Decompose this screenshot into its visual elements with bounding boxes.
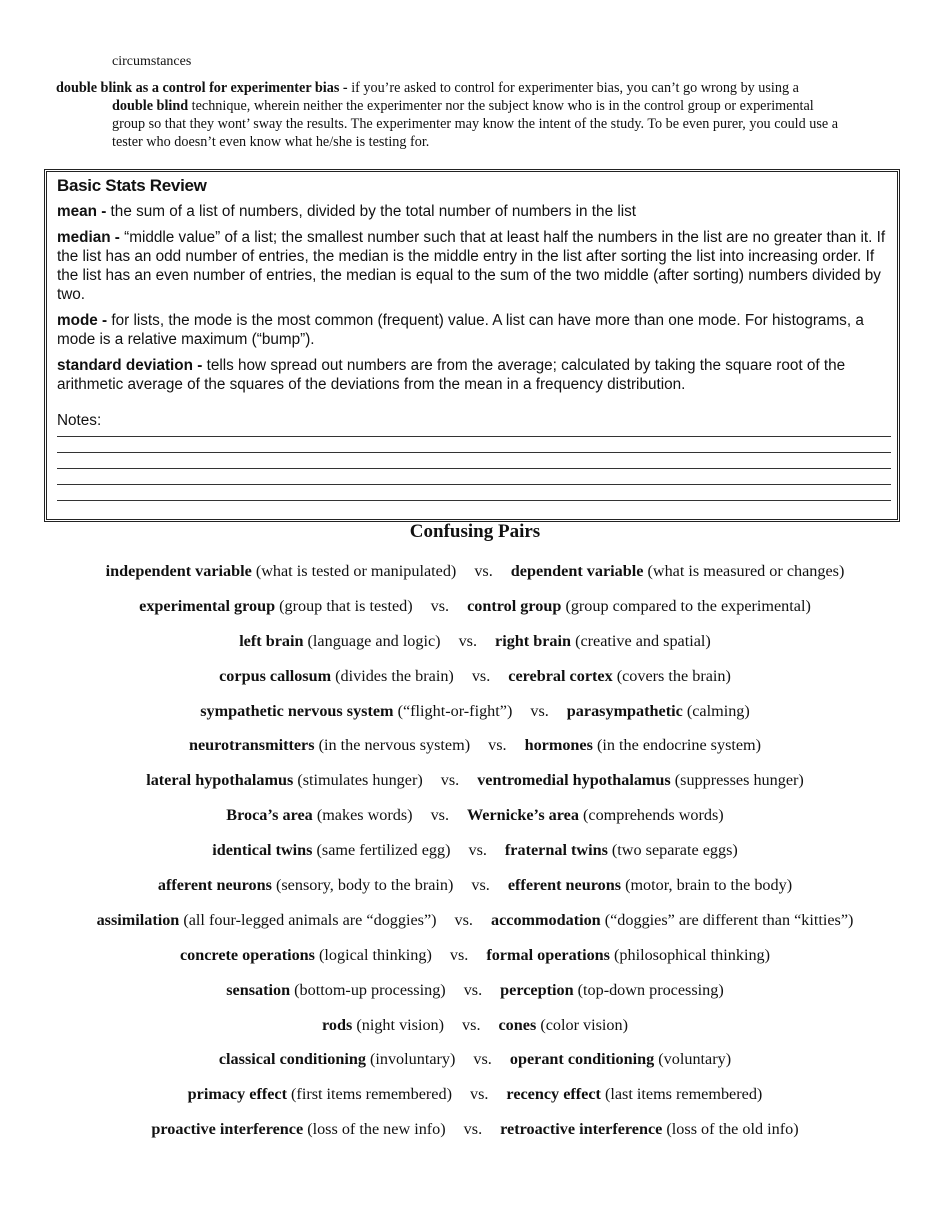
pair-desc-a: (all four-legged animals are “doggies”)	[179, 910, 437, 929]
pair-desc-a: (in the nervous system)	[314, 736, 471, 755]
pair-desc-a: (first items remembered)	[287, 1085, 452, 1104]
pair-vs: vs.	[530, 701, 549, 720]
pair-vs: vs.	[469, 1085, 489, 1104]
pair-desc-b: (top-down processing)	[573, 980, 724, 999]
pair-vs: vs.	[471, 666, 491, 685]
pair-vs: vs.	[454, 910, 473, 929]
pair-desc-a: (involuntary)	[365, 1050, 456, 1069]
pair-term-a: afferent neurons	[157, 876, 272, 895]
pair-desc-b: (“doggies” are different than “kitties”)	[600, 910, 854, 929]
pair-row	[0, 981, 950, 1016]
pair-vs: vs.	[440, 771, 460, 790]
pair-term-a: classical conditioning	[218, 1050, 366, 1069]
pair-desc-a: (what is tested or manipulated)	[251, 562, 457, 580]
pair-term-b: dependent variable	[510, 562, 644, 580]
pair-vs: vs.	[463, 1120, 483, 1139]
pair-row	[0, 1120, 950, 1155]
definition-text: “middle value” of a list; the smallest number such that at least half the numbers in the list are no greater than it. If the list has an odd number of entries, the median is the middle entry in the list after sorting the list into increasing order. If the list has an even number of entries, the median is equal to the sum of the two middle (after sorting) numbers divided by two.	[57, 229, 886, 303]
confusing-pairs-title: Confusing Pairs	[409, 521, 541, 542]
pair-term-b: operant conditioning	[509, 1050, 655, 1069]
stats-definition	[57, 202, 891, 221]
pair-vs: vs.	[471, 876, 490, 895]
definition-term: standard deviation -	[57, 357, 203, 374]
pair-desc-b: (in the endocrine system)	[592, 736, 762, 755]
pair-term-a: rods	[322, 1015, 353, 1034]
pair-term-a: Broca’s area	[226, 806, 313, 825]
pair-term-b: fraternal twins	[504, 841, 608, 860]
pair-desc-b: (group compared to the experimental)	[561, 596, 811, 615]
pair-term-b: hormones	[524, 736, 593, 755]
pair-term-a: sympathetic nervous system	[200, 701, 394, 720]
pair-term-b: cones	[498, 1015, 537, 1034]
pair-desc-a: (same fertilized egg)	[312, 841, 451, 860]
pair-desc-b: (creative and spatial)	[571, 631, 711, 650]
pair-term-a: independent variable	[105, 562, 252, 580]
notes-label: Notes:	[57, 412, 102, 429]
stats-definition	[57, 356, 891, 394]
pair-desc-b: (two separate eggs)	[607, 841, 738, 860]
pair-row	[0, 806, 950, 841]
pair-row	[0, 702, 950, 737]
pair-desc-a: (sensory, body to the brain)	[271, 876, 454, 895]
pair-desc-a: (logical thinking)	[314, 945, 432, 964]
pair-vs: vs.	[474, 562, 493, 580]
pair-term-b: recency effect	[506, 1085, 601, 1104]
stats-definition	[57, 228, 891, 304]
stats-definition	[57, 311, 891, 349]
pair-vs: vs.	[458, 631, 478, 650]
pair-term-a: identical twins	[212, 841, 313, 860]
pair-vs: vs.	[449, 945, 469, 964]
confusing-pairs-list	[0, 562, 950, 1155]
pair-vs: vs.	[430, 596, 450, 615]
pair-row	[0, 1085, 950, 1120]
pair-term-a: proactive interference	[151, 1120, 304, 1139]
pair-desc-a: (night vision)	[352, 1015, 445, 1034]
pair-term-a: experimental group	[139, 596, 276, 615]
notes-lines	[57, 430, 891, 501]
pair-vs: vs.	[468, 841, 487, 860]
pair-term-a: primacy effect	[187, 1085, 287, 1104]
pair-row	[0, 562, 950, 597]
pair-desc-a: (stimulates hunger)	[293, 771, 423, 790]
note-line	[57, 453, 891, 469]
stats-box-title: Basic Stats Review	[57, 176, 207, 195]
note-line	[57, 485, 891, 501]
note-line	[57, 469, 891, 485]
pair-vs: vs.	[462, 1015, 481, 1034]
pair-term-b: perception	[500, 980, 574, 999]
double-blind-continuation	[56, 97, 842, 151]
pair-desc-b: (loss of the old info)	[662, 1120, 799, 1139]
double-blind-entry	[56, 79, 886, 151]
pair-desc-a: (divides the brain)	[331, 666, 454, 685]
double-blind-first-line	[56, 79, 886, 97]
double-blind-term: double blink as a control for experimenter bias -	[56, 80, 348, 96]
pair-row	[0, 911, 950, 946]
pair-term-b: cerebral cortex	[508, 666, 613, 685]
pair-desc-b: (comprehends words)	[578, 806, 724, 825]
pair-desc-b: (suppresses hunger)	[670, 771, 804, 790]
pair-row	[0, 876, 950, 911]
definition-text: for lists, the mode is the most common (frequent) value. A list can have more than one mode. For histograms, a mode is a relative maximum (“bump”).	[57, 312, 864, 348]
pair-term-a: assimilation	[96, 910, 180, 929]
pair-row	[0, 1050, 950, 1085]
definition-text: tells how spread out numbers are from the average; calculated by taking the square root of the arithmetic average of the squares of the deviations from the mean in a frequency distribution.	[57, 357, 846, 393]
definition-text: the sum of a list of numbers, divided by the total number of numbers in the list	[106, 203, 637, 220]
pair-desc-b: (what is measured or changes)	[643, 562, 845, 580]
pair-row	[0, 771, 950, 806]
pair-term-a: lateral hypothalamus	[146, 771, 294, 790]
pair-desc-b: (calming)	[682, 701, 750, 720]
pair-term-b: right brain	[495, 631, 572, 650]
pair-term-a: corpus callosum	[219, 666, 332, 685]
pair-term-a: concrete operations	[179, 945, 315, 964]
pair-desc-a: (bottom-up processing)	[290, 980, 446, 999]
pair-desc-a: (language and logic)	[303, 631, 441, 650]
pair-row	[0, 736, 950, 771]
pair-term-b: formal operations	[486, 945, 610, 964]
double-blind-term-2: double blind	[112, 98, 189, 114]
definition-term: mode -	[57, 312, 108, 329]
pair-vs: vs.	[473, 1050, 492, 1069]
pair-desc-a: (makes words)	[312, 806, 413, 825]
pair-desc-b: (covers the brain)	[612, 666, 731, 685]
pair-term-a: sensation	[226, 980, 291, 999]
pair-term-b: control group	[467, 596, 562, 615]
note-line	[57, 437, 891, 453]
note-line	[57, 430, 891, 437]
pair-desc-b: (philosophical thinking)	[609, 945, 771, 964]
double-blind-text-2: technique, wherein neither the experimenter nor the subject know who is in the control group or experimental group so that they wont’ sway the results. The experimenter may know the intent of the study. To be even purer, you could use a tester who doesn’t even know what he/she is testing for.	[112, 98, 839, 150]
pair-desc-a: (loss of the new info)	[303, 1120, 446, 1139]
pair-desc-a: (group that is tested)	[275, 596, 413, 615]
pair-row	[0, 1016, 950, 1051]
pair-desc-b: (last items remembered)	[600, 1085, 763, 1104]
pair-term-b: retroactive interference	[500, 1120, 663, 1139]
pair-term-b: efferent neurons	[507, 876, 622, 895]
stats-definitions	[57, 202, 891, 394]
pair-row	[0, 841, 950, 876]
double-blind-text-1: if you’re asked to control for experimenter bias, you can’t go wrong by using a	[347, 80, 799, 96]
pair-vs: vs.	[488, 736, 507, 755]
pair-row	[0, 667, 950, 702]
pair-term-b: ventromedial hypothalamus	[477, 771, 671, 790]
pair-desc-b: (color vision)	[536, 1015, 628, 1034]
basic-stats-review-box	[44, 169, 900, 522]
definition-term: median -	[57, 229, 120, 246]
pair-term-a: neurotransmitters	[188, 736, 315, 755]
pair-term-b: parasympathetic	[566, 701, 683, 720]
pair-row	[0, 632, 950, 667]
pair-row	[0, 597, 950, 632]
pair-term-a: left brain	[239, 631, 304, 650]
pair-desc-b: (voluntary)	[654, 1050, 732, 1069]
pair-row	[0, 946, 950, 981]
pair-vs: vs.	[463, 980, 483, 999]
definition-term: mean -	[57, 203, 107, 220]
pair-desc-a: (“flight-or-fight”)	[393, 701, 513, 720]
continued-text-fragment: circumstances	[112, 54, 192, 69]
pair-vs: vs.	[430, 806, 450, 825]
pair-term-b: accommodation	[490, 910, 601, 929]
pair-term-b: Wernicke’s area	[467, 806, 579, 825]
pair-desc-b: (motor, brain to the body)	[621, 876, 793, 895]
